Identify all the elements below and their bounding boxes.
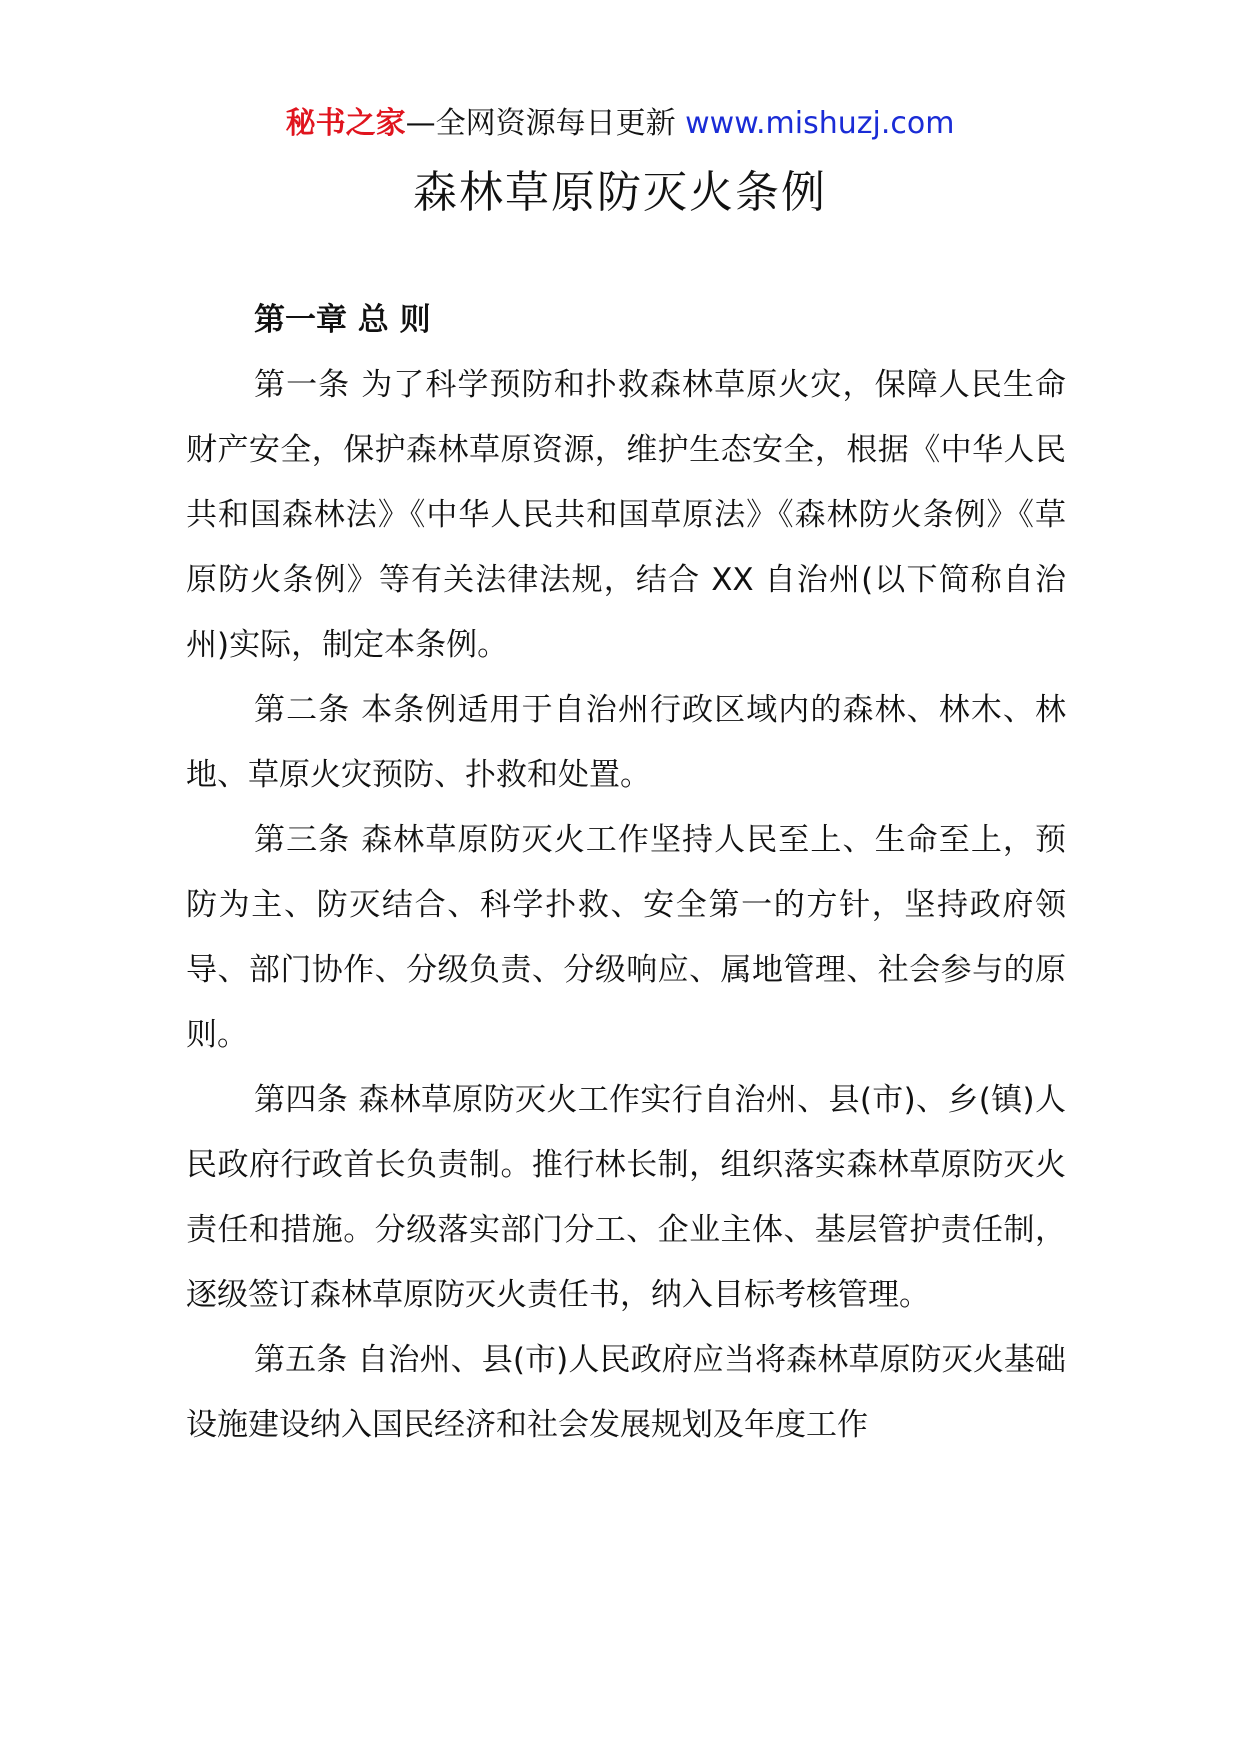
article-2: 第二条 本条例适用于自治州行政区域内的森林、林木、林地、草原火灾预防、扑救和处置。 xyxy=(186,692,1066,793)
site-url-link[interactable]: www.mishuzj.com xyxy=(685,106,955,141)
article-4: 第四条 森林草原防灭火工作实行自治州、县(市)、乡(镇)人民政府行政首长负责制。推行林长制，组织落实森林草原防灭火责任和措施。分级落实部门分工、企业主体、基层管护责任制，逐级签订森林草原防灭火责任书，纳入目标考核管理。 xyxy=(186,1082,1066,1313)
site-brand: 秘书之家 xyxy=(285,106,406,141)
article-5: 第五条 自治州、县(市)人民政府应当将森林草原防灭火基础设施建设纳入国民经济和社会发展规划及年度工作 xyxy=(186,1342,1066,1443)
site-header xyxy=(0,100,1240,148)
site-slogan: —全网资源每日更新 xyxy=(405,106,686,141)
article-1: 第一条 为了科学预防和扑救森林草原火灾，保障人民生命财产安全，保护森林草原资源，维护生态安全，根据《中华人民共和国森林法》《中华人民共和国草原法》《森林防火条例》《草原防火条例》等有关法律法规，结合 XX 自治州(以下简称自治州)实际，制定本条例。 xyxy=(186,367,1066,663)
chapter-heading: 第一章 总 则 xyxy=(254,302,431,338)
document-body xyxy=(186,288,1066,1458)
document-title: 森林草原防灭火条例 xyxy=(413,167,827,218)
article-3: 第三条 森林草原防灭火工作坚持人民至上、生命至上，预防为主、防灭结合、科学扑救、安全第一的方针，坚持政府领导、部门协作、分级负责、分级响应、属地管理、社会参与的原则。 xyxy=(186,822,1066,1053)
